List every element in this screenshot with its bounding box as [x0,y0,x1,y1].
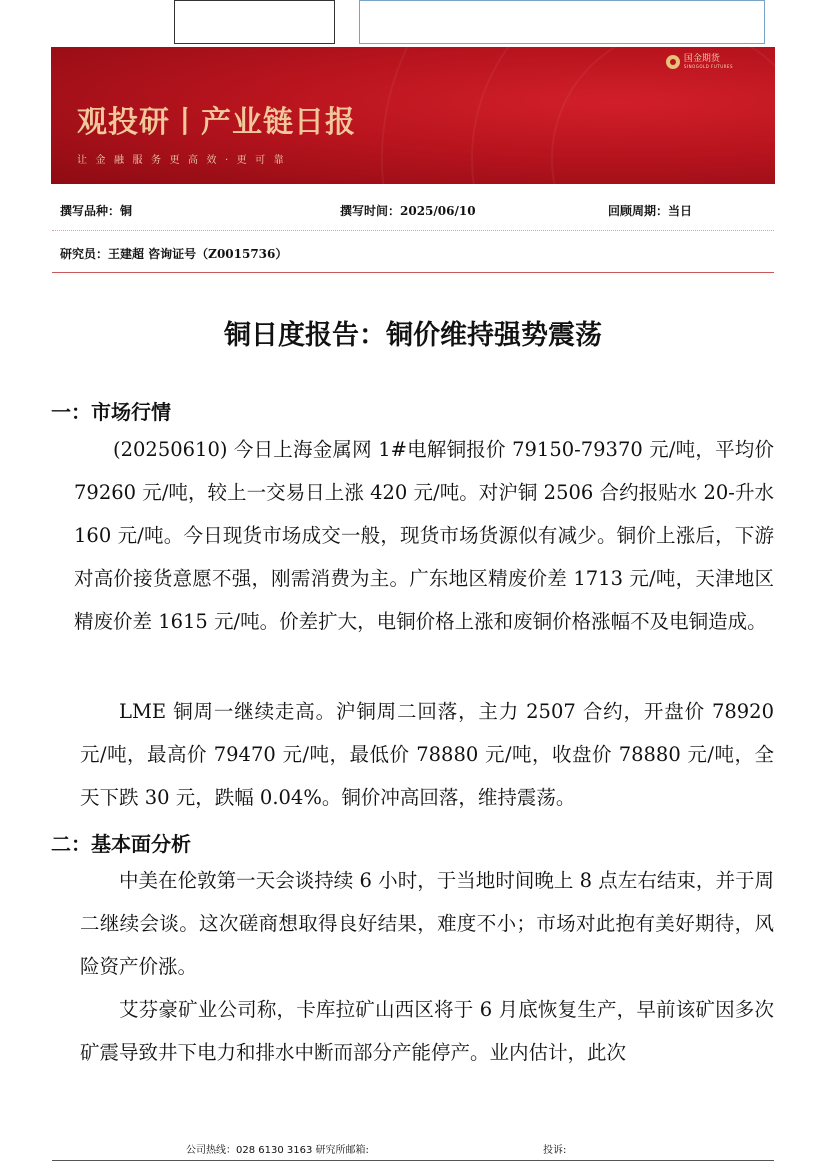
meta-time: 撰写时间：2025/06/10 [340,204,476,218]
banner-slogan: 让金融服务更高效·更可靠 [77,155,293,166]
meta-variety: 撰写品种：铜 [60,204,133,218]
paragraph-fundamentals-talks: 中美在伦敦第一天会谈持续 6 小时，于当地时间晚上 8 点左右结束，并于周二继续会谈。这次磋商想取得良好结果，难度不小；市场对此抱有美好期待，风险资产价涨。 [80,869,774,978]
logo-subtext: SINOGOLD FUTURES [683,64,733,69]
logo-text-group [684,55,733,69]
footer-divider [52,1160,774,1161]
logo-icon [666,55,680,69]
meta-researcher: 研究员：王建超 咨询证号（Z0015736） [60,247,288,261]
paragraph-market-spot: (20250610) 今日上海金属网 1#电解铜报价 79150-79370 元/吨，平均价 79260 元/吨，较上一交易日上涨 420 元/吨。对沪铜 2506 合约报贴水 20-升水 160 元/吨。今日现货市场成交一般，现货市场货源似有减少。铜价上涨后，下游对高价接货意愿不强，刚需消费为主。广东地区精废价差 1713 元/吨，天津地区精废价差 1615 元/吨。价差扩大，电铜价格上涨和废铜价格涨幅不及电铜造成。 [74,438,774,633]
footer-complaint: 投诉: [543,1145,567,1156]
divider-dotted [52,230,774,231]
report-banner [51,47,775,184]
section-heading-market: 一：市场行情 [51,400,171,424]
report-title: 铜日度报告：铜价维持强势震荡 [224,320,602,351]
logo-text: 国金期货 [683,54,720,64]
footer-contact: 公司热线：028 6130 3163 研究所邮箱: [186,1145,369,1156]
company-logo [666,55,733,69]
banner-title: 观投研丨产业链日报 [77,105,356,140]
paragraph-fundamentals-mine: 艾芬豪矿业公司称，卡库拉矿山西区将于 6 月底恢复生产，早前该矿因多次矿震导致井下电力和排水中断而部分产能停产。业内估计，此次 [80,998,774,1064]
paragraph-market-futures: LME 铜周一继续走高。沪铜周二回落，主力 2507 合约，开盘价 78920 元/吨，最高价 79470 元/吨，最低价 78880 元/吨，收盘价 78880 元/吨，全天下跌 30 元，跌幅 0.04%。铜价冲高回落，维持震荡。 [80,700,774,809]
meta-period: 回顾周期：当日 [608,204,693,218]
section-heading-fundamentals: 二：基本面分析 [51,832,191,856]
header-box-left [174,0,335,44]
divider-red [52,272,774,273]
header-box-right [359,0,765,44]
